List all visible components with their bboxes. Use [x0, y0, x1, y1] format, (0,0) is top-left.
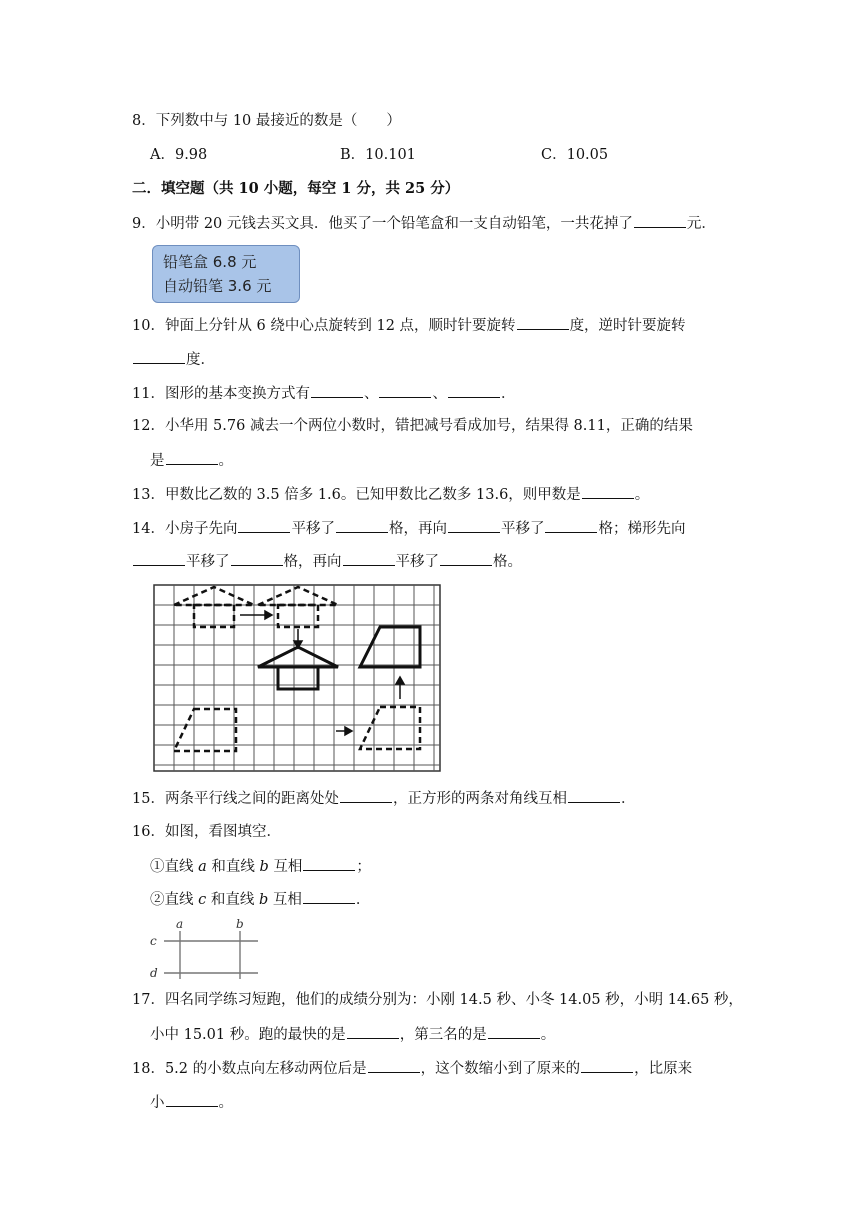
- answer-blank[interactable]: [582, 484, 634, 499]
- q11-end: ．: [500, 386, 516, 402]
- var-a: a: [198, 859, 207, 875]
- q14-grid: 格: [388, 521, 404, 537]
- q12-text-b: 是: [150, 453, 165, 469]
- q17-text-b: 小中 15.01 秒。跑的最快的是: [150, 1027, 346, 1043]
- q16-sub2-c: 互相: [268, 892, 302, 908]
- q9-text-a: 9．小明带 20 元钱去买文具．他买了一个铅笔盒和一支自动铅笔，一共花掉了: [132, 216, 633, 232]
- q15-text-b: ，正方形的两条对角线互相: [392, 791, 567, 807]
- answer-blank[interactable]: [303, 856, 355, 871]
- q16-text: 16．如图，看图填空．: [132, 824, 281, 840]
- answer-blank[interactable]: [488, 1024, 540, 1039]
- var-c: c: [198, 892, 207, 908]
- q18-text-line2: [150, 1092, 233, 1113]
- q8-option-c: C．10.05: [541, 147, 609, 163]
- answer-blank[interactable]: [133, 349, 185, 364]
- q14-grid: 格: [493, 554, 508, 570]
- label-a: a: [176, 917, 184, 931]
- q13-text: [132, 484, 649, 505]
- price-line-pencil-case: 铅笔盒 6.8 元: [163, 253, 257, 271]
- q14-text-a: 14．小房子先向: [132, 521, 238, 537]
- q10-text-c: 度．: [186, 352, 215, 368]
- answer-blank[interactable]: [368, 1058, 420, 1073]
- lines-figure: [148, 915, 260, 979]
- q16-sub1-b: 和直线: [206, 859, 260, 875]
- q14-again: ，再向: [298, 554, 342, 570]
- answer-blank[interactable]: [634, 213, 686, 228]
- q10-text-b: 度，逆时针要旋转: [569, 318, 686, 334]
- answer-blank[interactable]: [379, 383, 431, 398]
- q15-end: ．: [620, 791, 636, 807]
- label-c: c: [150, 934, 157, 948]
- answer-blank[interactable]: [347, 1024, 399, 1039]
- q15-text: [132, 788, 635, 809]
- answer-blank[interactable]: [166, 1092, 218, 1107]
- answer-blank[interactable]: [303, 889, 355, 904]
- price-line-pencil: 自动铅笔 3.6 元: [163, 277, 272, 295]
- q14-text-line2: [132, 551, 522, 572]
- answer-blank[interactable]: [545, 518, 597, 533]
- q16-sub1: [150, 856, 371, 877]
- translation-grid-figure: [150, 581, 446, 775]
- q16-sub2: [150, 889, 370, 910]
- answer-blank[interactable]: [517, 315, 569, 330]
- q12-text-line2: [150, 450, 233, 471]
- answer-blank[interactable]: [440, 551, 492, 566]
- q18-text: [132, 1058, 692, 1079]
- q14-again: ，再向: [403, 521, 447, 537]
- answer-blank[interactable]: [340, 788, 392, 803]
- q14-move: 平移了: [186, 554, 230, 570]
- q11-text: [132, 383, 515, 404]
- q14-move: 平移了: [395, 554, 439, 570]
- q10-text-line2: [132, 349, 215, 370]
- q16-sub2-a: ②直线: [150, 892, 199, 908]
- q16-sub1-a: ①直线: [150, 859, 199, 875]
- q16-sub2-end: ．: [355, 892, 371, 908]
- label-d: d: [150, 966, 158, 979]
- answer-blank[interactable]: [238, 518, 290, 533]
- q18-end: 。: [218, 1095, 233, 1111]
- answer-blank[interactable]: [343, 551, 395, 566]
- q18-text-c: ，比原来: [634, 1061, 693, 1077]
- answer-blank[interactable]: [448, 518, 500, 533]
- q13-text-a: 13．甲数比乙数的 3.5 倍多 1.6。已知甲数比乙数多 13.6，则甲数是: [132, 487, 581, 503]
- answer-blank[interactable]: [231, 551, 283, 566]
- q15-text-a: 15．两条平行线之间的距离处处: [132, 791, 339, 807]
- q12-end: 。: [218, 453, 233, 469]
- answer-blank[interactable]: [448, 383, 500, 398]
- q18-text-b: ，这个数缩小到了原来的: [420, 1061, 581, 1077]
- q16-sub1-end: ；: [356, 859, 371, 875]
- answer-blank[interactable]: [581, 1058, 633, 1073]
- q10-text: [132, 315, 686, 336]
- q8-option-a: A．9.98: [150, 147, 208, 163]
- house-solid-final: [258, 647, 338, 689]
- trapezoid-solid-final: [360, 627, 420, 667]
- q14-grid: 格: [598, 521, 613, 537]
- price-tag-box: [152, 245, 300, 303]
- arrow-right-icon: [336, 727, 352, 735]
- q13-end: 。: [634, 487, 650, 503]
- q14-grid: 格: [283, 554, 298, 570]
- q14-move: 平移了: [500, 521, 545, 537]
- q9-text: [132, 213, 716, 234]
- grid-lines: [154, 585, 440, 771]
- arrow-right-icon: [240, 611, 272, 619]
- var-b: b: [258, 892, 269, 908]
- q14-semi: ；梯形先向: [612, 521, 686, 537]
- q8-option-b: B．10.101: [340, 147, 416, 163]
- q12-text: 12．小华用 5.76 减去一个两位小数时，错把减号看成加号，结果得 8.11，正确的结果: [132, 418, 693, 434]
- q11-text-a: 11．图形的基本变换方式有: [132, 386, 310, 402]
- trapezoid-dashed-moved: [360, 707, 420, 749]
- q17-text-c: ，第三名的是: [399, 1027, 487, 1043]
- answer-blank[interactable]: [336, 518, 388, 533]
- q18-text-d: 小: [150, 1095, 165, 1111]
- q8-stem: 8．下列数中与 10 最接近的数是（ ）: [132, 113, 401, 129]
- q14-text: [132, 518, 685, 539]
- q11-sep: 、: [432, 386, 447, 402]
- q11-sep: 、: [363, 386, 379, 402]
- q18-text-a: 18．5.2 的小数点向左移动两位后是: [132, 1061, 367, 1077]
- q17-end: 。: [540, 1027, 556, 1043]
- q14-end: 。: [507, 554, 522, 570]
- answer-blank[interactable]: [568, 788, 620, 803]
- var-b: b: [259, 859, 269, 875]
- answer-blank[interactable]: [133, 551, 185, 566]
- label-b: b: [236, 917, 244, 931]
- q17-text-line2: [150, 1024, 555, 1045]
- arrow-up-icon: [396, 677, 404, 699]
- answer-blank[interactable]: [311, 383, 363, 398]
- q14-move: 平移了: [291, 521, 335, 537]
- q16-sub1-c: 互相: [268, 859, 303, 875]
- q16-sub2-b: 和直线: [206, 892, 259, 908]
- q10-text-a: 10．钟面上分针从 6 绕中心点旋转到 12 点，顺时针要旋转: [132, 318, 516, 334]
- section-title: 二．填空题（共 10 小题，每空 1 分，共 25 分）: [132, 180, 460, 197]
- house-dashed-moved: [258, 587, 338, 627]
- q17-text: 17．四名同学练习短跑，他们的成绩分别为：小刚 14.5 秒、小冬 14.05 秒，小明 14.65 秒，: [132, 992, 743, 1008]
- q9-text-b: 元．: [686, 216, 716, 232]
- answer-blank[interactable]: [166, 450, 218, 465]
